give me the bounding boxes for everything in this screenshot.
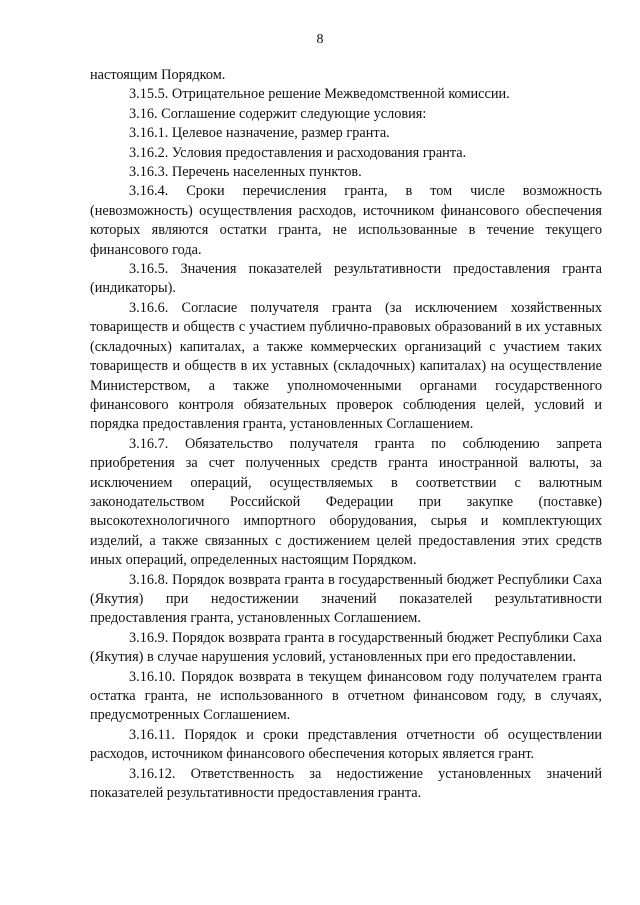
paragraph-3-16-9: 3.16.9. Порядок возврата гранта в государственный бюджет Республики Саха (Якутия) в случае нарушения условий, установленных при его предоставлении. bbox=[90, 629, 602, 666]
paragraph-3-16-6: 3.16.6. Согласие получателя гранта (за исключением хозяйственных товариществ и обществ с участием публично-правовых образований в их уставных (складочных) капиталах, а также коммерческих организаций с участием таких товариществ и обществ в их уставных (складочных) капиталах) на осуществление Министерством, а также уполномоченными органами государственного финансового контроля обязательных проверок соблюдения целей, условий и порядка предоставления гранта, установленных Соглашением. bbox=[90, 299, 602, 433]
paragraph-3-16-2: 3.16.2. Условия предоставления и расходования гранта. bbox=[129, 144, 467, 161]
paragraph-3-16-10: 3.16.10. Порядок возврата в текущем финансовом году получателем гранта остатка гранта, не использованного в отчетном финансовом году, в случаях, предусмотренных Соглашением. bbox=[90, 668, 602, 724]
paragraph-3-16-12: 3.16.12. Ответственность за недостижение установленных значений показателей результативности предоставления гранта. bbox=[90, 765, 602, 802]
paragraph-3-16-5: 3.16.5. Значения показателей результативности предоставления гранта (индикаторы). bbox=[90, 261, 602, 297]
paragraph-3-16-4: 3.16.4. Сроки перечисления гранта, в том числе возможность (невозможность) осуществления расходов, источником финансового обеспечения которых являются остатки гранта, не использованные в течение текущего финансового года. bbox=[90, 183, 602, 258]
paragraph-3-16-7: 3.16.7. Обязательство получателя гранта по соблюдению запрета приобретения за счет полученных средств гранта иностранной валюты, за исключением операций, осуществляемых в соответствии с валютным законодательством Российской Федерации при закупке (поставке) высокотехнологичного импортного оборудования, сырья и комплектующих изделий, а также связанных с достижением целей предоставления этих средств иных операций, определенных настоящим Порядком. bbox=[90, 435, 602, 569]
paragraph-3-16-1: 3.16.1. Целевое назначение, размер гранта. bbox=[129, 125, 390, 142]
page-number: 8 bbox=[316, 32, 324, 47]
paragraph-3-16-8: 3.16.8. Порядок возврата гранта в государственный бюджет Республики Саха (Якутия) при недостижении значений показателей результативности предоставления гранта, установленных Соглашением. bbox=[90, 571, 602, 627]
paragraph-3-16-11: 3.16.11. Порядок и сроки представления отчетности об осуществлении расходов, источником финансового обеспечения которых является грант. bbox=[90, 726, 602, 763]
document-body bbox=[90, 66, 602, 803]
paragraph-continuation: настоящим Порядком. bbox=[90, 67, 226, 83]
paragraph-3-16: 3.16. Соглашение содержит следующие условия: bbox=[129, 105, 427, 122]
paragraph-3-15-5: 3.15.5. Отрицательное решение Межведомственной комиссии. bbox=[129, 86, 510, 103]
paragraph-3-16-3: 3.16.3. Перечень населенных пунктов. bbox=[129, 164, 362, 181]
